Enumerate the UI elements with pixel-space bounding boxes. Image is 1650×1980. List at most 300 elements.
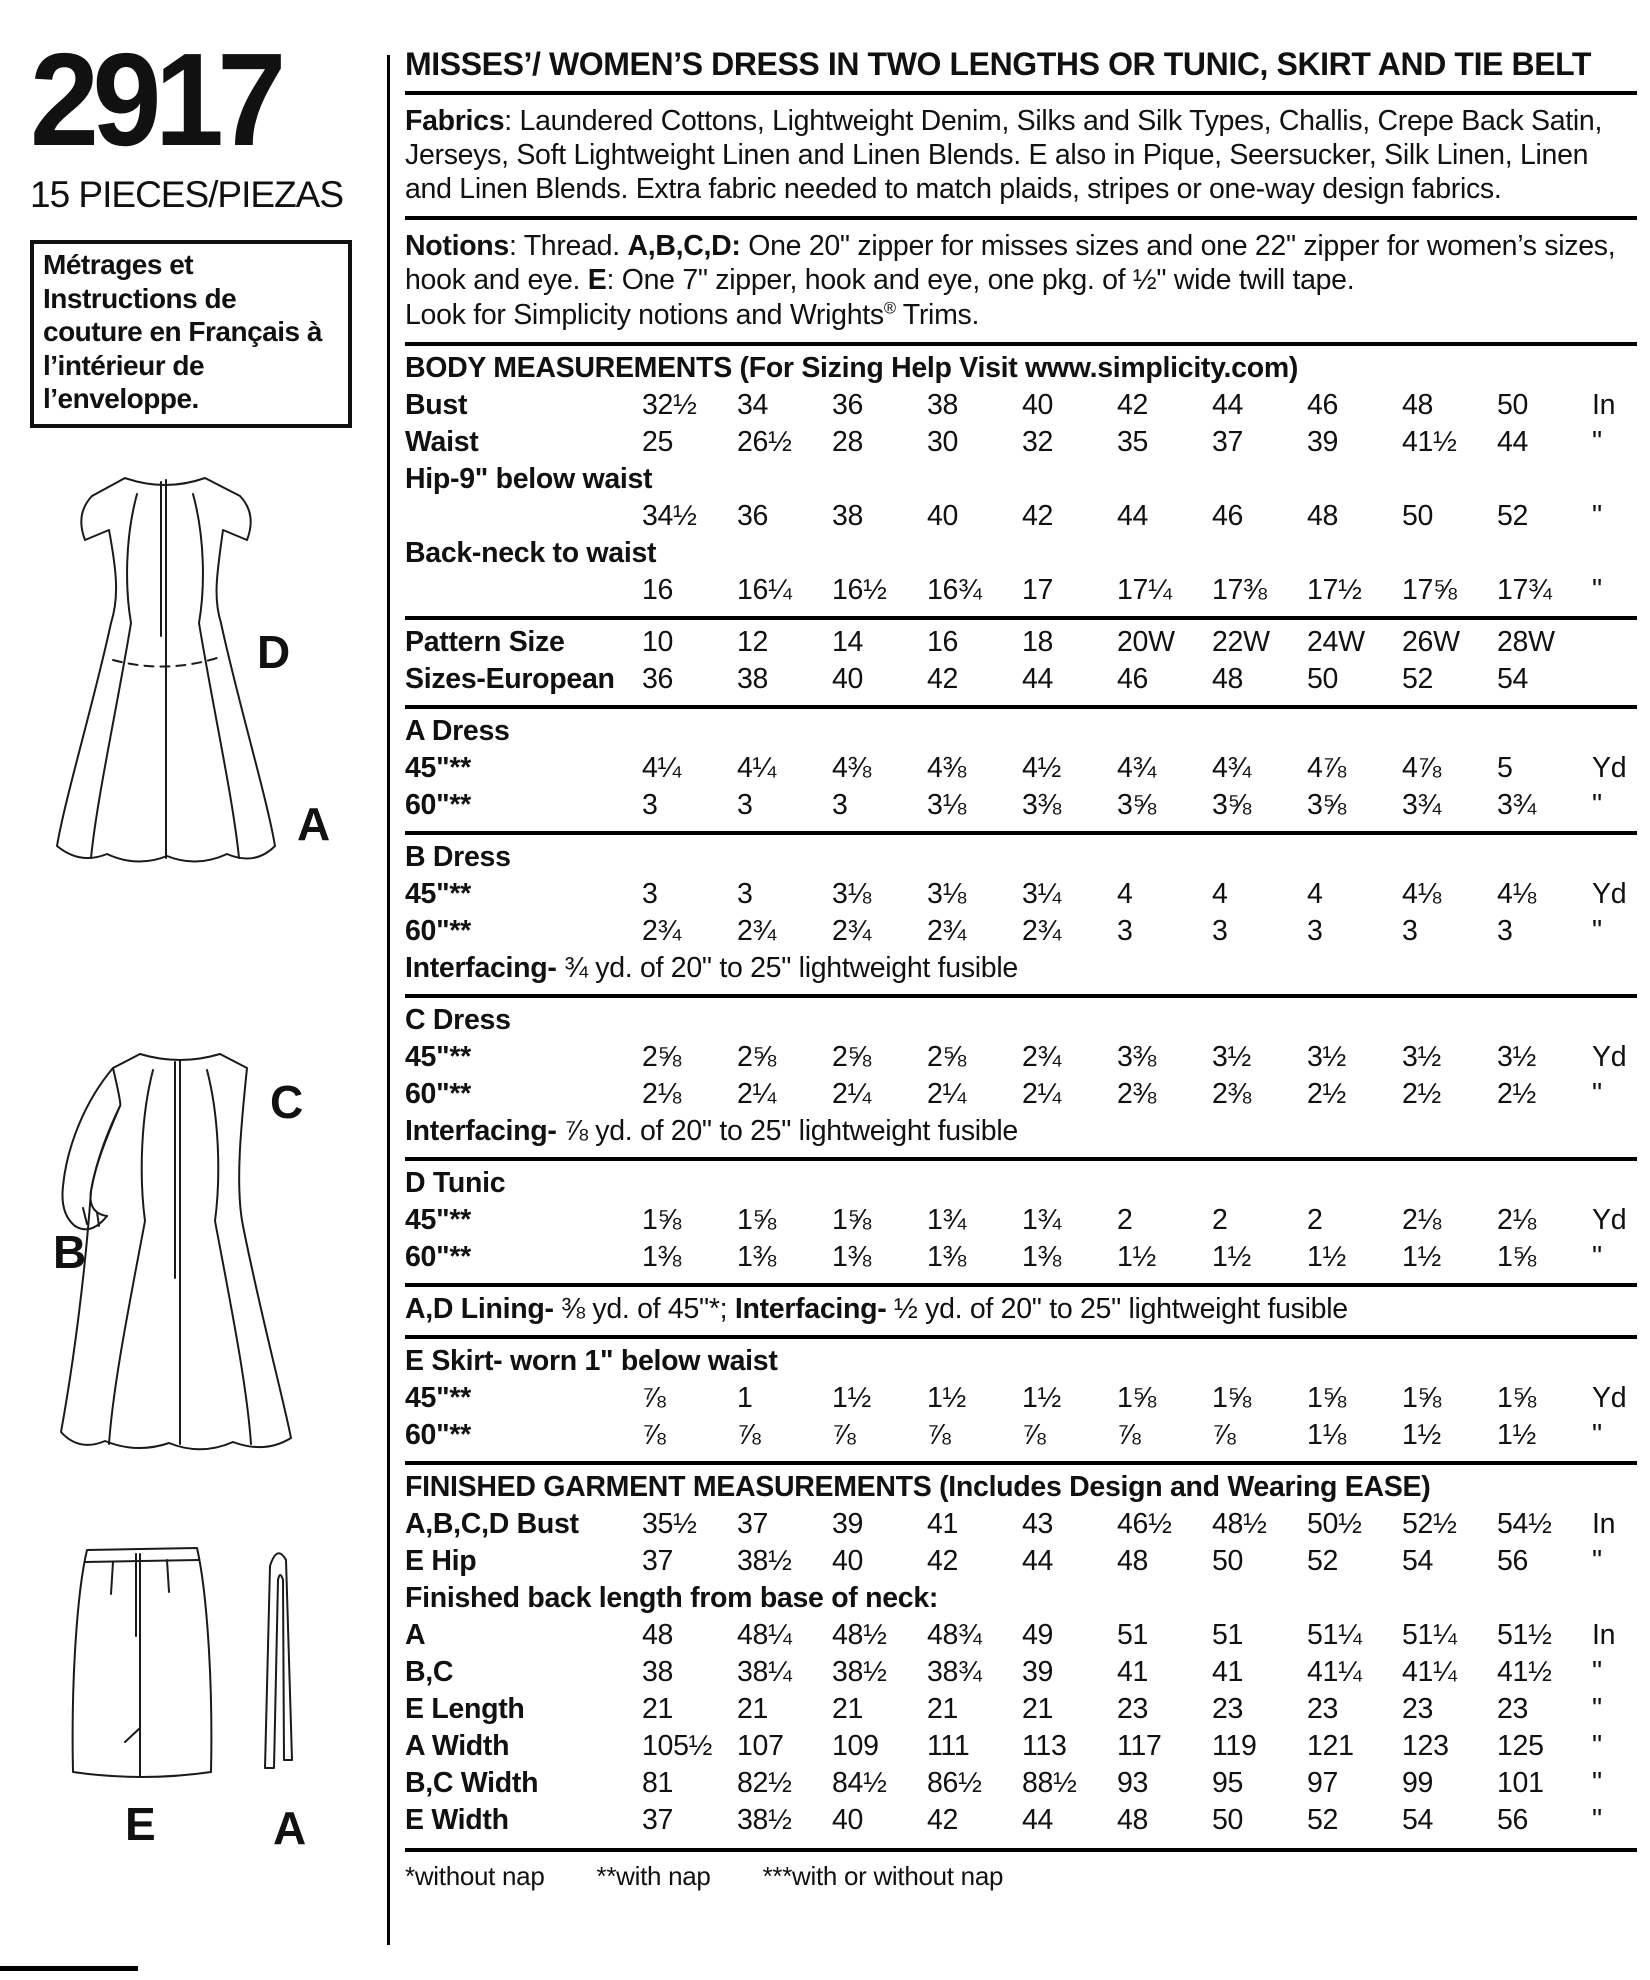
table-row (405, 1417, 1637, 1454)
row-value: 2⅝ (832, 1040, 872, 1073)
table-row (405, 1802, 1637, 1839)
row-value: 3⅝ (1307, 788, 1347, 821)
row-value: 2⅛ (1497, 1203, 1537, 1236)
row-value: 4⅞ (1402, 751, 1442, 784)
row-value: 1½ (1402, 1240, 1442, 1273)
row-value: 38 (927, 388, 959, 421)
row-value: 16½ (832, 573, 887, 606)
row-value: 2 (1212, 1203, 1228, 1236)
skirt-belt-drawing (25, 1532, 365, 1854)
row-value: 4¾ (1212, 751, 1252, 784)
table-section (405, 1283, 1637, 1335)
row-value: 2¾ (1022, 914, 1062, 947)
table-row (405, 750, 1637, 787)
row-value: 1½ (1497, 1418, 1537, 1451)
row-value: 2 (1307, 1203, 1323, 1236)
row-value: 1⅝ (1117, 1381, 1157, 1414)
row-value: 3⅝ (1212, 788, 1252, 821)
row-value: 3⅛ (832, 877, 872, 910)
row-value: 23 (1307, 1692, 1339, 1725)
row-value: 26½ (737, 425, 792, 458)
row-value: 3 (832, 788, 848, 821)
row-value: 38 (737, 662, 769, 695)
row-value: 86½ (927, 1766, 982, 1799)
row-value: 48 (1307, 499, 1339, 532)
row-value: 51½ (1497, 1618, 1552, 1651)
row-value: 117 (1117, 1729, 1162, 1762)
row-label: Finished back length from base of neck: (405, 1581, 939, 1614)
table-row (405, 1380, 1637, 1417)
text-segment: : Thread. (508, 230, 628, 263)
row-value: 3¾ (1402, 788, 1442, 821)
row-value: 35½ (642, 1507, 697, 1540)
row-value: 1½ (1307, 1240, 1347, 1273)
row-unit: " (1592, 1803, 1602, 1836)
row-value: 16¾ (927, 573, 982, 606)
row-value: 111 (927, 1729, 970, 1762)
table-row (405, 1239, 1637, 1276)
row-value: 4 (1307, 877, 1323, 910)
row-unit (1592, 624, 1637, 661)
table-row (405, 424, 1637, 461)
row-unit: In (1592, 1507, 1616, 1540)
row-value: 101 (1497, 1766, 1544, 1799)
section-heading: E Skirt- worn 1" below waist (405, 1344, 778, 1377)
row-value: 44 (1022, 1803, 1054, 1836)
row-value: 46 (1307, 388, 1339, 421)
row-value: 1½ (832, 1381, 872, 1414)
row-value: 5 (1497, 751, 1513, 784)
princess-seam-right (193, 494, 239, 858)
row-value: 41 (927, 1507, 959, 1540)
row-value: 32½ (642, 388, 697, 421)
table-row (405, 913, 1637, 950)
row-value: 44 (1117, 499, 1149, 532)
table-row (405, 1202, 1637, 1239)
skirt-waistband (85, 1560, 199, 1562)
row-value: 2½ (1307, 1077, 1347, 1110)
row-value: 3⅛ (927, 877, 967, 910)
row-value: 4¼ (642, 751, 682, 784)
row-value: 54½ (1497, 1507, 1552, 1540)
row-value: 51 (1117, 1618, 1149, 1651)
row-value: 50 (1307, 662, 1339, 695)
sleeve-inner (91, 1106, 120, 1216)
row-value: 2½ (1497, 1077, 1537, 1110)
row-value: 17⅜ (1212, 573, 1267, 606)
row-value: 21 (927, 1692, 959, 1725)
row-label: Back-neck to waist (405, 536, 657, 569)
row-value: 1½ (1022, 1381, 1062, 1414)
row-value: 41¼ (1307, 1655, 1362, 1688)
row-unit: Yd (1592, 1040, 1627, 1073)
row-value: 2¼ (737, 1077, 777, 1110)
row-value: 3¼ (1022, 877, 1062, 910)
row-label: 45"** (405, 1381, 471, 1414)
section-heading: B Dress (405, 840, 511, 873)
table-section (405, 1461, 1637, 1846)
row-value: 1¾ (927, 1203, 967, 1236)
row-value: 52 (1497, 499, 1529, 532)
row-value: 4 (1212, 877, 1228, 910)
row-value: 39 (1022, 1655, 1054, 1688)
note-segment: Interfacing- (405, 951, 557, 984)
row-value: 41¼ (1402, 1655, 1457, 1688)
row-label: B,C Width (405, 1766, 539, 1799)
row-value: 17¼ (1117, 573, 1172, 606)
pattern-number: 2917 (30, 26, 280, 173)
row-value: 37 (737, 1507, 769, 1540)
row-value: 56 (1497, 1803, 1529, 1836)
column-divider (387, 55, 390, 1945)
french-note: Métrages et Instructions de couture en Français à l’intérieur de l’enveloppe. (30, 240, 352, 428)
row-value: 28W (1497, 625, 1555, 658)
row-value: 52 (1307, 1544, 1339, 1577)
row-unit: " (1592, 1418, 1602, 1451)
row-value: 2¾ (1022, 1040, 1062, 1073)
row-value: ⅞ (1212, 1418, 1236, 1451)
text-segment: A,B,C,D: (627, 230, 741, 263)
row-value: 21 (1022, 1692, 1054, 1725)
section-heading: FINISHED GARMENT MEASUREMENTS (Includes Design and Wearing EASE) (405, 1470, 1431, 1503)
row-value: 36 (832, 388, 864, 421)
row-label: 45"** (405, 1203, 471, 1236)
row-value: 43 (1022, 1507, 1054, 1540)
princess-seam-right (207, 1070, 251, 1444)
row-label: 60"** (405, 788, 471, 821)
page-title: MISSES’/ WOMEN’S DRESS IN TWO LENGTHS OR TUNIC, SKIRT AND TIE BELT (405, 46, 1637, 95)
row-value: 18 (1022, 625, 1054, 658)
row-value: 49 (1022, 1618, 1054, 1651)
row-label: 60"** (405, 1418, 471, 1451)
row-value: 37 (642, 1803, 674, 1836)
row-label: E Width (405, 1803, 509, 1836)
row-value: 3 (737, 877, 753, 910)
row-value: 1⅜ (1022, 1240, 1062, 1273)
row-value: 14 (832, 625, 864, 658)
row-value: 1⅜ (927, 1240, 967, 1273)
row-value: 38½ (737, 1544, 792, 1577)
row-value: 39 (832, 1507, 864, 1540)
row-value: ⅞ (832, 1418, 856, 1451)
row-value: 38 (642, 1655, 674, 1688)
row-label: A,B,C,D Bust (405, 1507, 579, 1540)
row-value: 1⅝ (1402, 1381, 1442, 1414)
row-unit: " (1592, 1655, 1602, 1688)
row-value: 99 (1402, 1766, 1434, 1799)
row-label: E Length (405, 1692, 525, 1725)
text-segment: Look for Simplicity notions and Wrights (405, 298, 884, 331)
row-unit: In (1592, 388, 1616, 421)
row-value: 16¼ (737, 573, 792, 606)
table-row (405, 1654, 1637, 1691)
row-value: 3 (642, 788, 658, 821)
row-value: 36 (642, 662, 674, 695)
row-value: 40 (832, 1544, 864, 1577)
table-section (405, 705, 1637, 831)
row-value: 44 (1497, 425, 1529, 458)
row-value: 28 (832, 425, 864, 458)
text-segment: Trims. (895, 298, 980, 331)
left-column (30, 26, 378, 428)
row-value: 23 (1497, 1692, 1529, 1725)
table-row (405, 1728, 1637, 1765)
note-segment: ¾ yd. of 20" to 25" lightweight fusible (556, 951, 1018, 984)
row-value: 41½ (1497, 1655, 1552, 1688)
row-value: 107 (737, 1729, 784, 1762)
text-segment: Notions (405, 230, 509, 263)
row-value: ⅞ (927, 1418, 951, 1451)
table-row (405, 1506, 1637, 1543)
section-heading: A Dress (405, 714, 510, 747)
row-label: Waist (405, 425, 479, 458)
row-value: 42 (1022, 499, 1054, 532)
row-value: 50 (1402, 499, 1434, 532)
view-label-a: A (297, 798, 331, 850)
row-value: 3½ (1497, 1040, 1537, 1073)
row-value: 21 (642, 1692, 674, 1725)
row-value: 44 (1212, 388, 1244, 421)
belt-left-strip (265, 1566, 278, 1768)
table-section (405, 1157, 1637, 1283)
table-row (405, 1765, 1637, 1802)
table-row (405, 876, 1637, 913)
row-unit: Yd (1592, 751, 1627, 784)
row-value: 48 (642, 1618, 674, 1651)
row-label: Pattern Size (405, 625, 565, 658)
text-segment: ® (883, 298, 896, 318)
row-value: 25 (642, 425, 674, 458)
row-value: 44 (1022, 1544, 1054, 1577)
row-value: 1⅜ (737, 1240, 777, 1273)
row-value: 23 (1402, 1692, 1434, 1725)
row-value: ⅞ (642, 1381, 666, 1414)
row-value: 41 (1212, 1655, 1244, 1688)
row-value: 2¼ (927, 1077, 967, 1110)
row-value: 109 (832, 1729, 879, 1762)
note-segment: Interfacing- (405, 1114, 557, 1147)
row-label: A Width (405, 1729, 510, 1762)
row-value: 1⅛ (1307, 1418, 1347, 1451)
row-value: 1⅝ (1307, 1381, 1347, 1414)
row-value: 125 (1497, 1729, 1544, 1762)
row-value: 113 (1022, 1729, 1067, 1762)
row-value: 42 (927, 1544, 959, 1577)
row-value: 16 (642, 573, 674, 606)
row-value: 48¾ (927, 1618, 982, 1651)
row-value: 1⅝ (1497, 1381, 1537, 1414)
row-value: 48 (1117, 1544, 1149, 1577)
row-value: 82½ (737, 1766, 792, 1799)
skirt-outline (73, 1548, 212, 1777)
row-value: ⅞ (1022, 1418, 1046, 1451)
row-value: 1½ (1212, 1240, 1252, 1273)
table-row (405, 661, 1637, 698)
row-value: 52 (1402, 662, 1434, 695)
row-label: 45"** (405, 751, 471, 784)
row-value: ⅞ (642, 1418, 666, 1451)
notions-paragraph (405, 220, 1637, 342)
table-section (405, 616, 1637, 705)
row-value: 2⅝ (737, 1040, 777, 1073)
row-value: 20W (1117, 625, 1175, 658)
dress-a-d-sketch (25, 468, 355, 880)
table-row (405, 1580, 1637, 1617)
table-row (405, 624, 1637, 661)
table-row (405, 1691, 1637, 1728)
measurement-table (405, 342, 1637, 1846)
row-value: 119 (1212, 1729, 1257, 1762)
row-value: 46 (1212, 499, 1244, 532)
section-note (405, 950, 1637, 987)
table-section (405, 831, 1637, 994)
row-value: 54 (1497, 662, 1529, 695)
row-value: 23 (1117, 1692, 1149, 1725)
row-value: 24W (1307, 625, 1365, 658)
row-value: 10 (642, 625, 674, 658)
table-row (405, 1617, 1637, 1654)
sleeve-outer (63, 1068, 114, 1226)
row-value: 81 (642, 1766, 674, 1799)
row-unit: Yd (1592, 1203, 1627, 1236)
dress-b-c-sketch (25, 1046, 355, 1464)
row-unit: " (1592, 573, 1602, 606)
row-label (405, 498, 642, 535)
row-value: 1⅝ (832, 1203, 872, 1236)
note-segment: ⅜ yd. of 45"*; (553, 1292, 735, 1325)
table-row (405, 461, 1637, 498)
row-value: 2⅛ (1402, 1203, 1442, 1236)
page-bottom-edge (0, 1966, 138, 1971)
row-label: Hip-9" below waist (405, 462, 653, 495)
row-value: 3¾ (1497, 788, 1537, 821)
row-value: 3 (1402, 914, 1418, 947)
view-label-e: E (125, 1798, 156, 1850)
table-section (405, 1335, 1637, 1461)
row-unit: Yd (1592, 1381, 1627, 1414)
row-value: 3⅛ (927, 788, 967, 821)
section-note (405, 1113, 1637, 1150)
row-value: 54 (1402, 1544, 1434, 1577)
row-value: 3 (1497, 914, 1513, 947)
note-segment: ⅞ yd. of 20" to 25" lightweight fusible (556, 1114, 1018, 1147)
row-value: 37 (642, 1544, 674, 1577)
row-label: 60"** (405, 1077, 471, 1110)
belt-fold (270, 1553, 286, 1566)
row-unit: Yd (1592, 877, 1627, 910)
row-unit: " (1592, 1240, 1602, 1273)
row-value: 4⅛ (1402, 877, 1442, 910)
row-unit: " (1592, 1077, 1602, 1110)
row-value: 3⅝ (1117, 788, 1157, 821)
row-value: 1⅝ (1497, 1240, 1537, 1273)
row-value: 48 (1402, 388, 1434, 421)
table-row (405, 572, 1637, 609)
row-value: 50 (1212, 1544, 1244, 1577)
row-unit: " (1592, 1692, 1602, 1725)
row-value: 97 (1307, 1766, 1339, 1799)
row-value: 1⅜ (642, 1240, 682, 1273)
row-unit: " (1592, 788, 1602, 821)
row-value: 2⅝ (642, 1040, 682, 1073)
row-value: 38 (832, 499, 864, 532)
row-label: 45"** (405, 877, 471, 910)
row-value: 2¼ (832, 1077, 872, 1110)
section-heading: C Dress (405, 1003, 511, 1036)
section-heading: BODY MEASUREMENTS (For Sizing Help Visit www.simplicity.com) (405, 351, 1299, 384)
row-value: 48 (1212, 662, 1244, 695)
text-segment: : One 7" zipper, hook and eye, one pkg. of ½" wide twill tape. (606, 264, 1355, 297)
row-value: 34½ (642, 499, 697, 532)
row-unit: In (1592, 1618, 1616, 1651)
row-value: 21 (832, 1692, 864, 1725)
row-value: 17½ (1307, 573, 1362, 606)
row-value: ⅞ (1117, 1418, 1141, 1451)
row-label: E Hip (405, 1544, 477, 1577)
row-value: 84½ (832, 1766, 887, 1799)
row-value: 40 (832, 662, 864, 695)
row-value: 40 (1022, 388, 1054, 421)
row-value: 4⅛ (1497, 877, 1537, 910)
row-value: 22W (1212, 625, 1270, 658)
text-segment: E (587, 264, 607, 297)
row-value: 30 (927, 425, 959, 458)
row-unit: " (1592, 1766, 1602, 1799)
row-value: 38½ (737, 1803, 792, 1836)
pieces-count: 15 PIECES/PIEZAS (30, 174, 344, 215)
row-value: 3½ (1402, 1040, 1442, 1073)
view-label-a2: A (273, 1802, 307, 1854)
table-row (405, 387, 1637, 424)
row-value: 42 (927, 1803, 959, 1836)
row-value: 50 (1212, 1803, 1244, 1836)
row-value: 4⅜ (927, 751, 967, 784)
skirt-slit-mark (125, 1728, 140, 1742)
section-note (405, 1291, 1637, 1328)
note-segment: A,D Lining- (405, 1292, 554, 1325)
row-value: 2⅛ (642, 1077, 682, 1110)
table-section (405, 994, 1637, 1157)
table-section (405, 342, 1637, 616)
princess-seam-left (109, 1070, 153, 1444)
row-value: 23 (1212, 1692, 1244, 1725)
row-value: 17⅝ (1402, 573, 1457, 606)
row-value: 3⅜ (1022, 788, 1062, 821)
row-value: 105½ (642, 1729, 713, 1762)
row-value: 44 (1022, 662, 1054, 695)
row-value: 36 (737, 499, 769, 532)
row-value: 1⅝ (1212, 1381, 1252, 1414)
row-value: 2⅝ (927, 1040, 967, 1073)
footnote-with-nap: **with nap (596, 1860, 711, 1891)
row-value: 2⅜ (1212, 1077, 1252, 1110)
row-value: 2½ (1402, 1077, 1442, 1110)
row-value: 38¼ (737, 1655, 792, 1688)
note-segment: Interfacing- (734, 1292, 887, 1325)
row-value: 2¾ (927, 914, 967, 947)
row-value: 48¼ (737, 1618, 792, 1651)
row-value: 37 (1212, 425, 1244, 458)
row-value: 3½ (1212, 1040, 1252, 1073)
row-value: 40 (927, 499, 959, 532)
row-unit: " (1592, 914, 1602, 947)
row-value: 123 (1402, 1729, 1449, 1762)
row-value: 54 (1402, 1803, 1434, 1836)
row-value: 17 (1022, 573, 1054, 606)
note-segment: ½ yd. of 20" to 25" lightweight fusible (886, 1292, 1348, 1325)
row-unit: " (1592, 1544, 1602, 1577)
row-value: 12 (737, 625, 769, 658)
